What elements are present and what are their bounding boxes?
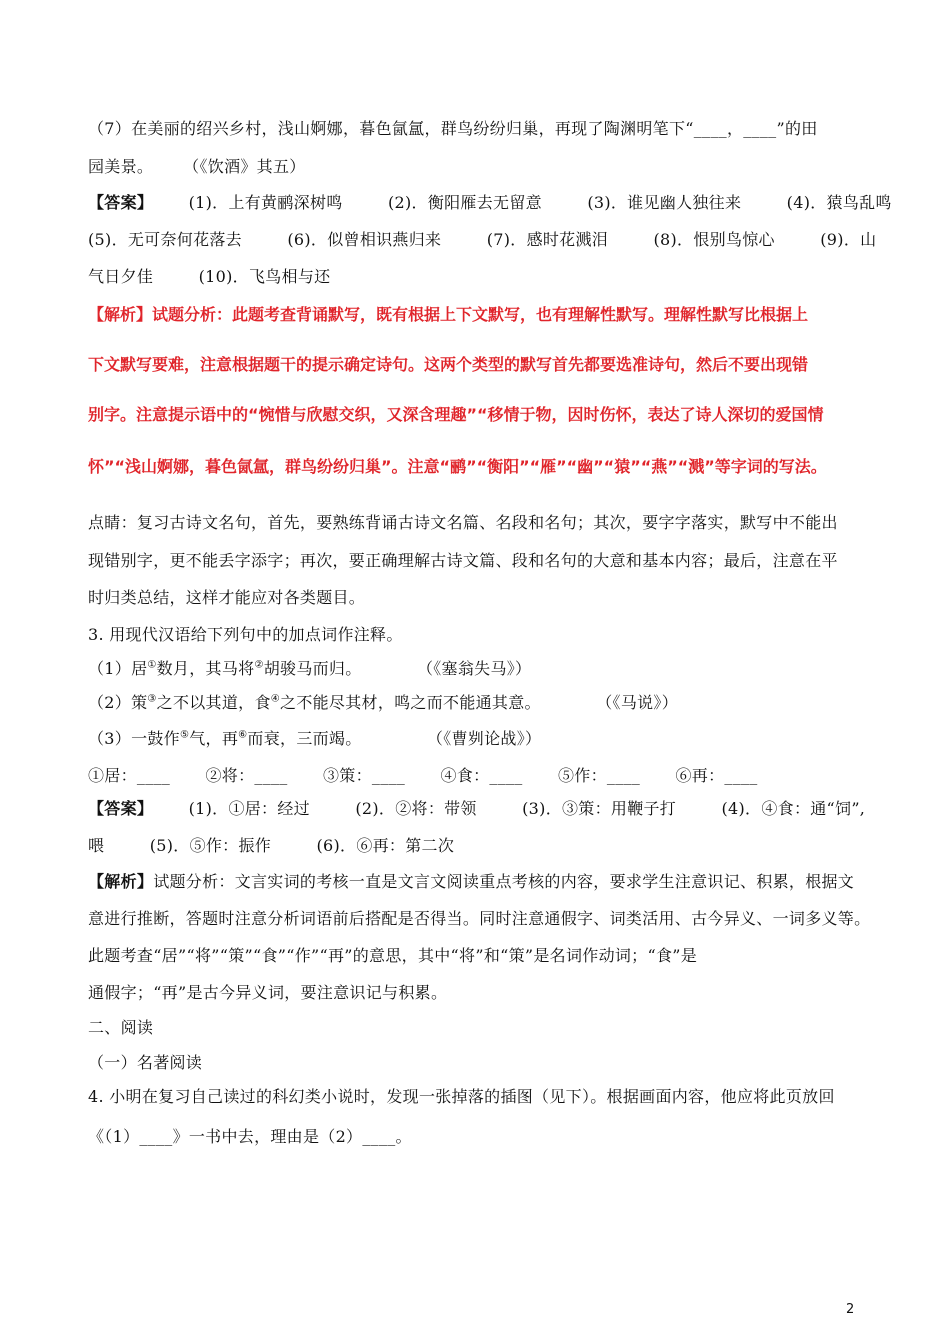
answer-item: (5)．⑤作：振作	[149, 836, 272, 855]
q4-line-1: 4. 小明在复习自己读过的科幻类小说时，发现一张掉落的插图（见下）。根据画面内容，他应将此页放回	[88, 1087, 835, 1106]
answer-item: (3)．③策：用鞭子打	[522, 799, 677, 818]
answer-label: 【答案】	[88, 193, 154, 212]
q3-sentence-1: （1）居①数月，其马将②胡骏马而归。 （《塞翁失马》）	[88, 659, 532, 678]
answer-1-line-1	[88, 190, 892, 213]
tip-line-2: 现错别字，更不能丢字添字；再次，要正确理解古诗文篇、段和名句的大意和基本内容；最后，注意在平	[88, 551, 838, 570]
tip-line-1: 点睛：复习古诗文名句，首先，要熟练背诵古诗文名篇、名段和名句；其次，要字字落实，默写中不能出	[88, 513, 838, 532]
analysis-2-line-1: 【解析】试题分析：文言实词的考核一直是文言文阅读重点考核的内容，要求学生注意识记、积累，根据文	[88, 872, 855, 891]
analysis-1-line-4: 怀”“浅山婀娜，暮色氤氲，群鸟纷纷归巢”。注意“鹂”“衡阳”“雁”“幽”“猿”“燕”“溅”等字词的写法。	[88, 457, 827, 476]
analysis-2-line-2: 意进行推断，答题时注意分析词语前后搭配是否得当。同时注意通假字、词类活用、古今异义、一词多义等。	[88, 909, 871, 928]
answer-1-line-3	[88, 264, 866, 287]
answer-item: (7)．感时花溅泪	[486, 230, 609, 249]
analysis-1-line-2: 下文默写要难，注意根据题干的提示确定诗句。这两个类型的默写首先都要选准诗句，然后不要出现错	[88, 355, 809, 374]
answer-item: (4)．④食：通“饲”,	[721, 799, 866, 818]
answer-item: 气日夕佳	[88, 267, 154, 286]
analysis-2-line-3: 此题考查“居”“将”“策”“食”“作”“再”的意思，其中“将”和“策”是名词作动词；“食”是	[88, 946, 698, 965]
answer-2-line-1	[88, 796, 866, 819]
answer-item: (1)．①居：经过	[188, 799, 310, 818]
answer-item: (3)．谁见幽人独往来	[587, 193, 742, 212]
q7-line-2: 园美景。 （《饮酒》其五）	[88, 157, 306, 176]
answer-1-line-2	[88, 227, 877, 250]
answer-item: (10)．飞鸟相与还	[198, 267, 331, 286]
answer-item: (5)．无可奈何花落去	[88, 230, 242, 249]
analysis-1-line-1: 【解析】试题分析：此题考查背诵默写，既有根据上下文默写，也有理解性默写。理解性默写比根据上	[88, 305, 809, 324]
q3-sentence-2: （2）策③之不以其道，食④之不能尽其材，鸣之而不能通其意。 （《马说》）	[88, 693, 679, 712]
q7-line-1: （7）在美丽的绍兴乡村，浅山婀娜，暮色氤氲，群鸟纷纷归巢，再现了陶渊明笔下“____，____”的田	[88, 119, 818, 138]
answer-item: (6)．⑥再：第二次	[316, 836, 455, 855]
answer-label: 【答案】	[88, 799, 154, 818]
subsection-heading: （一）名著阅读	[88, 1053, 203, 1072]
answer-item: (2)．衡阳雁去无留意	[387, 193, 542, 212]
q3-blanks: ①居：____ ②将：____ ③策：____ ④食：____ ⑤作：____ ⑥再：____	[88, 766, 758, 785]
q3-title: 3. 用现代汉语给下列句中的加点词作注释。	[88, 625, 403, 644]
answer-2-line-2	[88, 833, 866, 856]
answer-item: (1)．上有黄鹂深树鸣	[188, 193, 343, 212]
answer-item: (2)．②将：带领	[355, 799, 477, 818]
analysis-2-line-4: 通假字；“再”是古今异义词，要注意识记与积累。	[88, 983, 448, 1002]
answer-item: (8)．恨别鸟惊心	[653, 230, 775, 249]
section-heading: 二、阅读	[88, 1018, 154, 1037]
tip-line-3: 时归类总结，这样才能应对各类题目。	[88, 588, 366, 607]
page-number: 2	[846, 1302, 855, 1317]
analysis-1-line-3: 别字。注意提示语中的“惋惜与欣慰交织，又深含理趣”“移情于物，因时伤怀，表达了诗人深切的爱国情	[88, 405, 824, 424]
analysis-label: 【解析】	[88, 872, 154, 891]
q4-line-2: 《（1）____》一书中去，理由是（2）____。	[88, 1127, 412, 1146]
answer-item: (4)．猿鸟乱鸣	[786, 193, 892, 212]
q3-sentence-3: （3）一鼓作⑤气，再⑥而衰，三而竭。 （《曹刿论战》）	[88, 729, 542, 748]
answer-item: (6)．似曾相识燕归来	[287, 230, 442, 249]
answer-item: (9)．山	[820, 230, 877, 249]
answer-item: 喂	[88, 836, 105, 855]
